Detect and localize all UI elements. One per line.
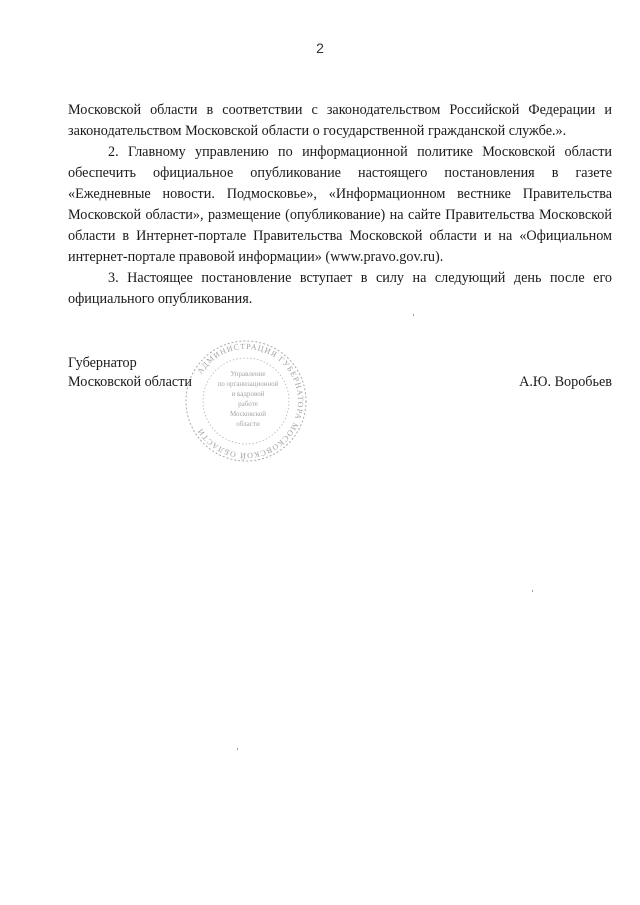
signature-block: [68, 354, 612, 454]
page-number: 2: [316, 40, 324, 56]
signatory-name: А.Ю. Воробьев: [519, 374, 612, 390]
document-body: [68, 100, 612, 310]
seal-line-6: области: [236, 420, 260, 428]
seal-ring-text: АДМИНИСТРАЦИЯ ГУБЕРНАТОРА МОСКОВСКОЙ ОБЛАСТИ: [195, 341, 306, 461]
seal-line-1: Управление: [230, 370, 266, 378]
signatory-title-line-2: Московской области: [68, 374, 193, 390]
signatory-title: [68, 354, 192, 392]
seal-line-4: работе: [238, 400, 258, 408]
paragraph-2: 2. Главному управлению по информационной политике Московской области обеспечить официальное опубликование настоящего постановления в газете «Ежедневные новости. Подмосковье», «Информационном вестнике Правительства Московской области», размещение (опубликование) на сайте Правительства Московской области в Интернет-портале Правительства Московской области и на «Официальном интернет-портале правовой информации» (www.pravo.gov.ru).: [68, 144, 612, 265]
scan-speck: [532, 590, 533, 592]
paragraph-continuation: Московской области в соответствии с законодательством Российской Федерации и законодательством Московской области о государственной гражданской службе.».: [68, 102, 612, 139]
scan-speck: [413, 314, 414, 316]
paragraph-3: 3. Настоящее постановление вступает в силу на следующий день после его официального опубликования.: [68, 270, 612, 307]
scan-speck: [237, 748, 238, 750]
seal-line-2: по организационной: [217, 380, 279, 388]
seal-line-5: Московской: [229, 410, 267, 418]
seal-line-3: и кадровой: [231, 390, 265, 398]
signatory-title-line-1: Губернатор: [68, 355, 137, 371]
official-seal: [176, 338, 316, 464]
